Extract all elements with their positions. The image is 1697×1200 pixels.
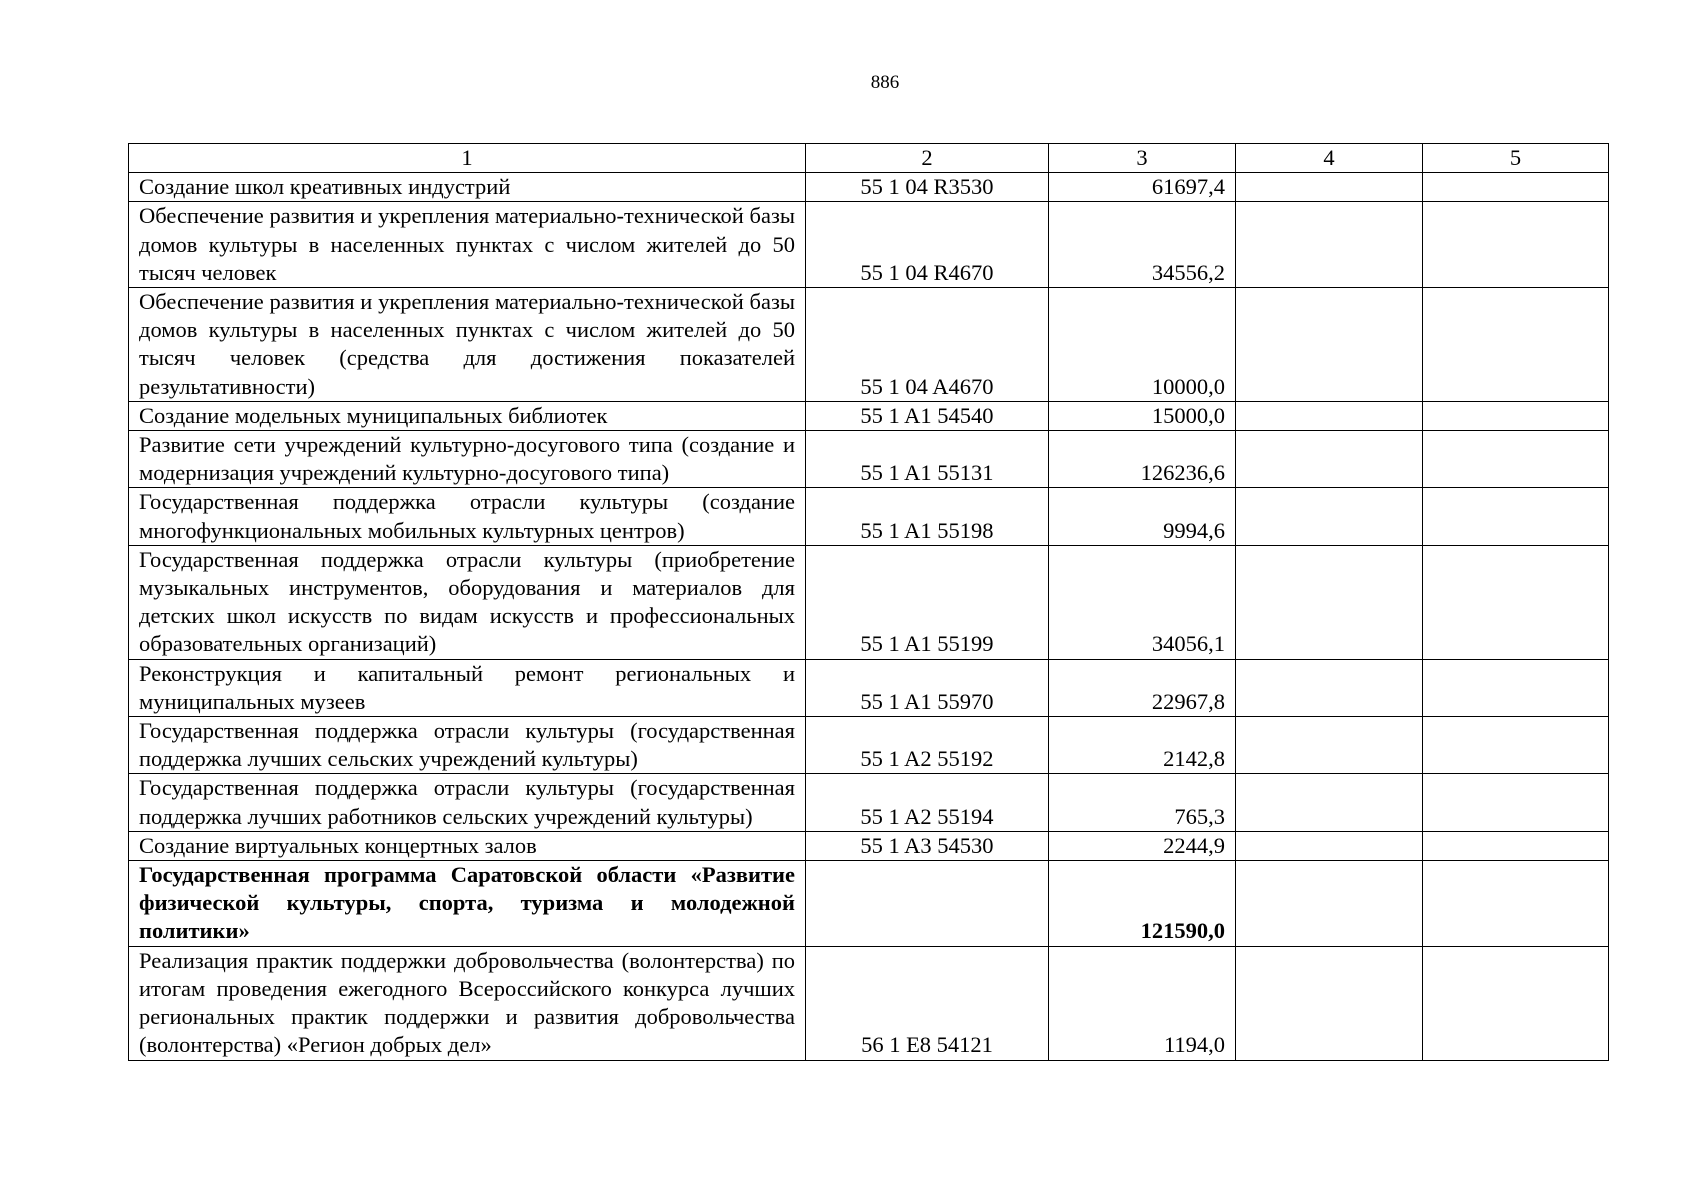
cell-name: Государственная поддержка отрасли культуры (приобретение музыкальных инструментов, оборудования и материалов для детских школ искусств по видам искусств и профессиональных образовательных организаций) [129,545,806,659]
column-header-2: 2 [806,144,1049,173]
column-header-4: 4 [1236,144,1423,173]
cell-col4 [1236,401,1423,430]
cell-col4 [1236,774,1423,831]
column-header-3: 3 [1049,144,1236,173]
table-row [129,431,1609,488]
cell-code: 55 1 A2 55194 [806,774,1049,831]
cell-code [806,861,1049,947]
cell-amount: 10000,0 [1049,288,1236,402]
cell-name: Реализация практик поддержки добровольчества (волонтерства) по итогам проведения ежегодного Всероссийского конкурса лучших региональных практик поддержки и развития добровольчества (волонтерства) «Регион добрых дел» [129,946,806,1060]
cell-col4 [1236,488,1423,545]
cell-col4 [1236,717,1423,774]
table-row [129,861,1609,947]
column-header-1: 1 [129,144,806,173]
cell-code: 55 1 04 R4670 [806,202,1049,288]
table-row [129,173,1609,202]
cell-col4 [1236,202,1423,288]
cell-code: 55 1 A2 55192 [806,717,1049,774]
cell-name: Создание школ креативных индустрий [129,173,806,202]
cell-code: 56 1 E8 54121 [806,946,1049,1060]
cell-col5 [1423,717,1609,774]
cell-col5 [1423,831,1609,860]
cell-amount: 61697,4 [1049,173,1236,202]
cell-col4 [1236,861,1423,947]
cell-col5 [1423,861,1609,947]
cell-name: Обеспечение развития и укрепления материально-технической базы домов культуры в населенных пунктах с числом жителей до 50 тысяч человек (средства для достижения показателей результативности) [129,288,806,402]
cell-code: 55 1 A1 55198 [806,488,1049,545]
cell-col5 [1423,173,1609,202]
table-row [129,202,1609,288]
table-row [129,659,1609,716]
cell-col5 [1423,288,1609,402]
cell-name: Государственная поддержка отрасли культуры (создание многофункциональных мобильных культурных центров) [129,488,806,545]
cell-name: Государственная поддержка отрасли культуры (государственная поддержка лучших сельских учреждений культуры) [129,717,806,774]
cell-col4 [1236,545,1423,659]
cell-amount: 9994,6 [1049,488,1236,545]
cell-code: 55 1 04 A4670 [806,288,1049,402]
cell-col5 [1423,774,1609,831]
cell-col4 [1236,288,1423,402]
cell-amount: 1194,0 [1049,946,1236,1060]
cell-name: Реконструкция и капитальный ремонт региональных и муниципальных музеев [129,659,806,716]
cell-name: Создание виртуальных концертных залов [129,831,806,860]
cell-col4 [1236,946,1423,1060]
cell-code: 55 1 04 R3530 [806,173,1049,202]
table-row [129,288,1609,402]
cell-col5 [1423,946,1609,1060]
cell-name: Государственная программа Саратовской области «Развитие физической культуры, спорта, туризма и молодежной политики» [129,861,806,947]
cell-col5 [1423,431,1609,488]
table-body [129,173,1609,1060]
table-row [129,831,1609,860]
table-row [129,946,1609,1060]
cell-code: 55 1 A1 55970 [806,659,1049,716]
cell-amount: 2244,9 [1049,831,1236,860]
table-row [129,717,1609,774]
cell-col4 [1236,173,1423,202]
cell-col5 [1423,202,1609,288]
cell-amount: 765,3 [1049,774,1236,831]
cell-name: Развитие сети учреждений культурно-досугового типа (создание и модернизация учреждений культурно-досугового типа) [129,431,806,488]
cell-code: 55 1 A1 55199 [806,545,1049,659]
cell-col5 [1423,659,1609,716]
table-row [129,545,1609,659]
cell-code: 55 1 A1 55131 [806,431,1049,488]
cell-amount: 34556,2 [1049,202,1236,288]
header-row [129,144,1609,173]
cell-name: Обеспечение развития и укрепления материально-технической базы домов культуры в населенных пунктах с числом жителей до 50 тысяч человек [129,202,806,288]
cell-amount: 15000,0 [1049,401,1236,430]
cell-name: Государственная поддержка отрасли культуры (государственная поддержка лучших работников сельских учреждений культуры) [129,774,806,831]
budget-table [128,143,1609,1061]
table-row [129,774,1609,831]
cell-amount: 121590,0 [1049,861,1236,947]
column-header-5: 5 [1423,144,1609,173]
table-row [129,488,1609,545]
cell-amount: 126236,6 [1049,431,1236,488]
cell-amount: 34056,1 [1049,545,1236,659]
cell-code: 55 1 A1 54540 [806,401,1049,430]
page-number: 886 [870,72,900,93]
cell-col4 [1236,431,1423,488]
cell-col5 [1423,401,1609,430]
cell-col5 [1423,545,1609,659]
cell-amount: 2142,8 [1049,717,1236,774]
cell-col4 [1236,659,1423,716]
cell-code: 55 1 A3 54530 [806,831,1049,860]
cell-col4 [1236,831,1423,860]
cell-col5 [1423,488,1609,545]
cell-amount: 22967,8 [1049,659,1236,716]
cell-name: Создание модельных муниципальных библиотек [129,401,806,430]
table-row [129,401,1609,430]
